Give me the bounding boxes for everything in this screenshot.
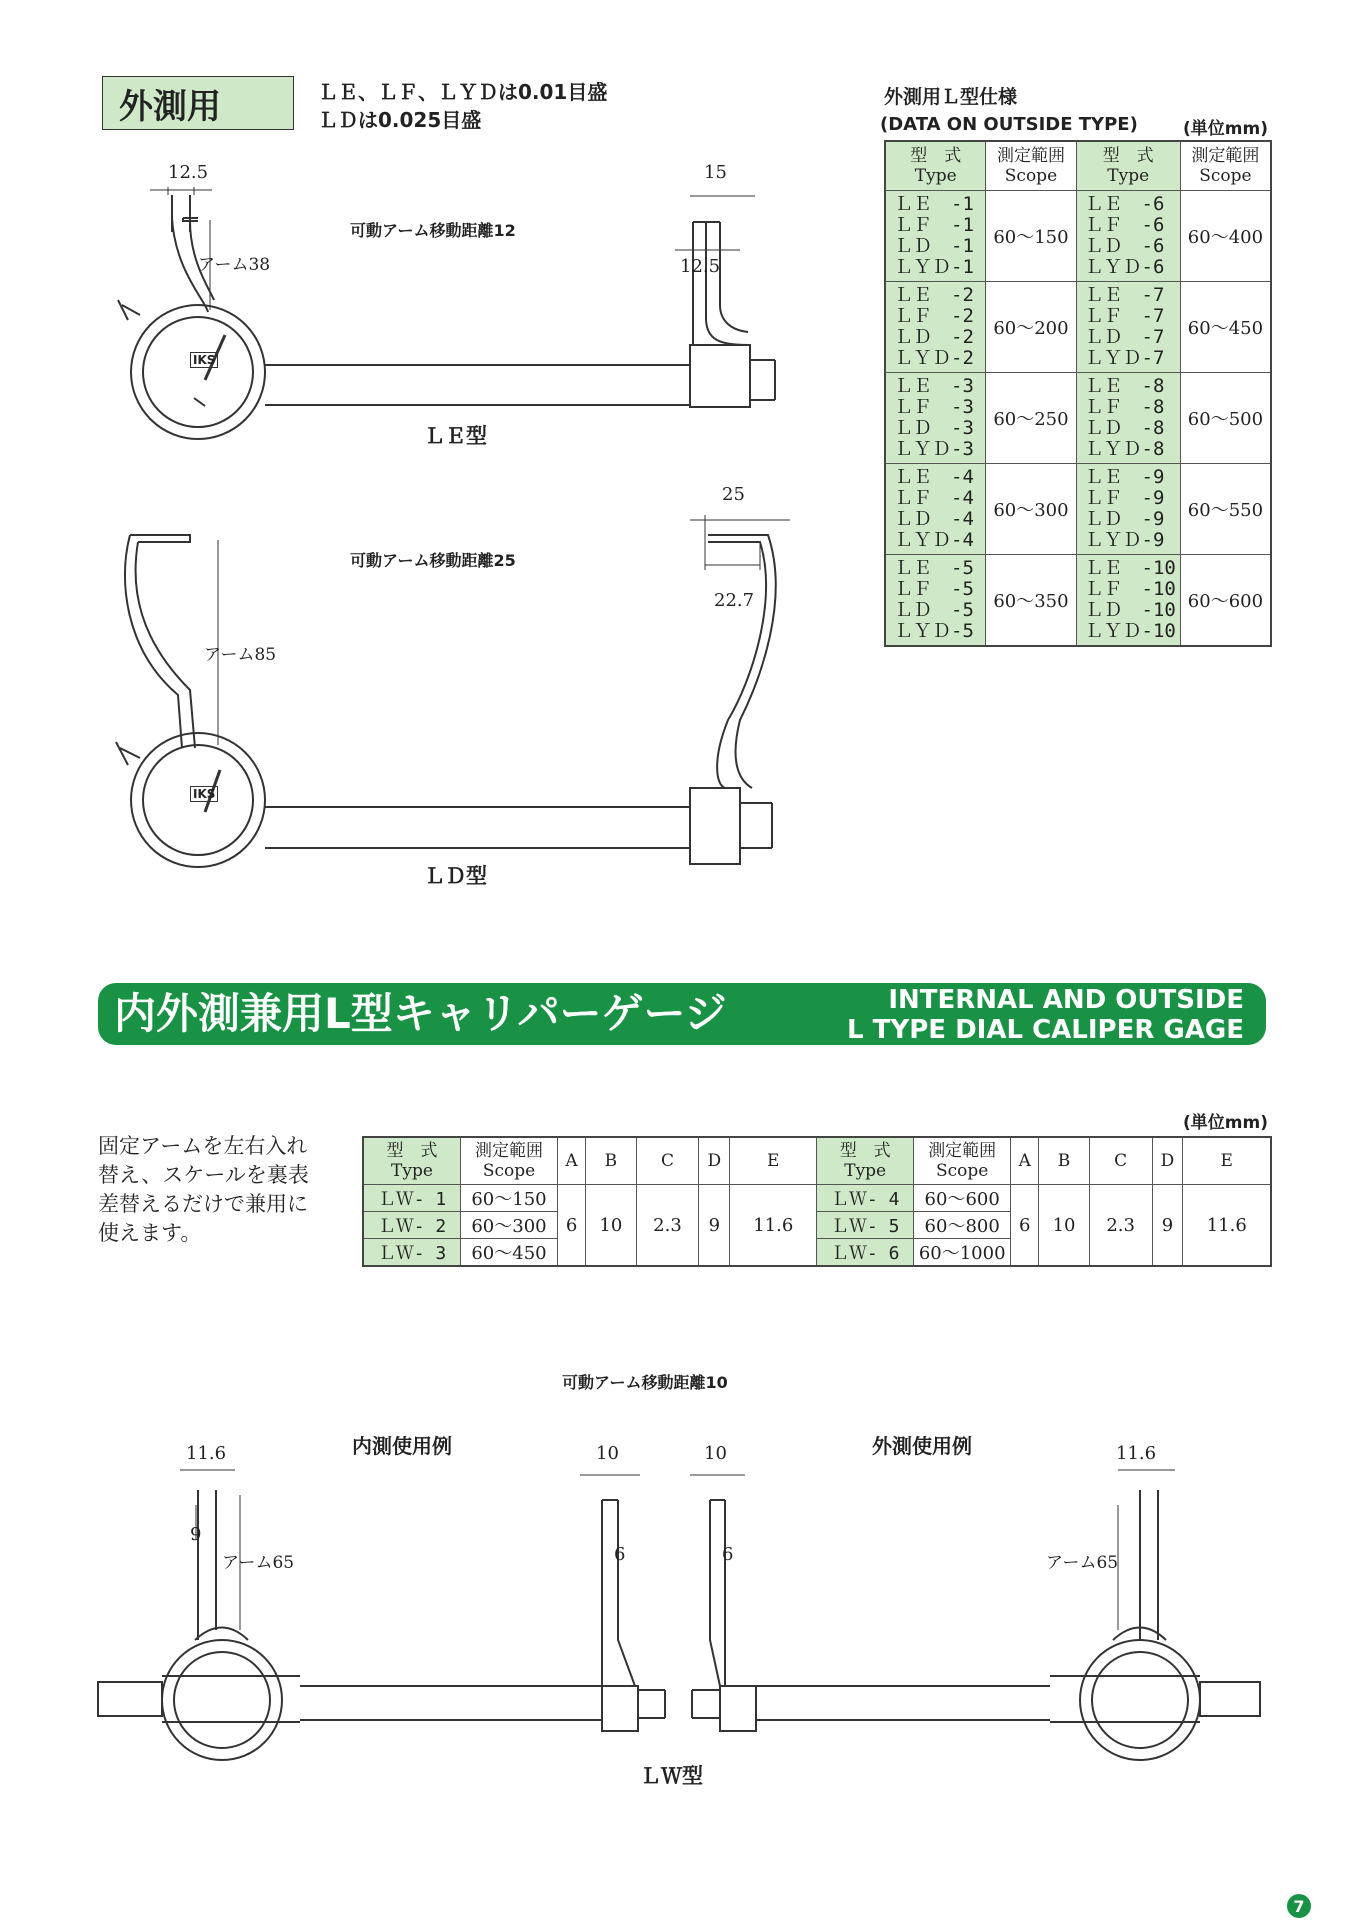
spec-types-left: ＬＥ -2 ＬＦ -2 ＬＤ -2 ＬＹＤ-2: [885, 282, 986, 373]
banner-title-jp: 内外測兼用L型キャリパーゲージ: [114, 989, 727, 1038]
spec-scope-right: 60〜550: [1180, 464, 1271, 555]
spec-scope-left: 60〜150: [986, 191, 1076, 282]
lw-scope-cell: 60〜150: [461, 1185, 558, 1212]
lw-type-cell: ＬＷ- 4: [817, 1185, 914, 1212]
lw-arm-right: アーム65: [1046, 1553, 1119, 1573]
lw-type-cell: ＬＷ- 1: [363, 1185, 461, 1212]
le-type-label: ＬＥ型: [424, 424, 487, 448]
lw-c-left: 2.3: [636, 1185, 699, 1267]
spec-types-right: ＬＥ -8 ＬＦ -8 ＬＤ -8 ＬＹＤ-8: [1076, 373, 1180, 464]
spec-header-row: [885, 141, 1271, 191]
spec-scope-left: 60〜250: [986, 373, 1076, 464]
lw-scope-cell: 60〜300: [461, 1212, 558, 1239]
lw-travel-label: 可動アーム移動距離10: [562, 1373, 728, 1392]
lw-dim-left-top: 11.6: [186, 1443, 227, 1464]
spec-header-type-left: 型 式 Type: [885, 141, 986, 191]
spec-types-right: ＬＥ -9 ＬＦ -9 ＬＤ -9 ＬＹＤ-9: [1076, 464, 1180, 555]
lw-header-row: [363, 1137, 1271, 1185]
lw-description: 固定アームを左右入れ 替え、スケールを裏表 差替えるだけで兼用に 使えます。: [98, 1134, 309, 1245]
le-arm-label: アーム38: [198, 255, 271, 275]
spec-scope-right: 60〜400: [1180, 191, 1271, 282]
spec-scope-left: 60〜350: [986, 555, 1076, 647]
table-row: [885, 555, 1271, 647]
ld-dim-right-inner: 22.7: [714, 590, 755, 611]
spec-types-left: ＬＥ -1 ＬＦ -1 ＬＤ -1 ＬＹＤ-1: [885, 191, 986, 282]
lw-header-scope-left: 測定範囲 Scope: [461, 1137, 558, 1185]
spec-unit: (単位mm): [1183, 119, 1268, 139]
table-row: [885, 464, 1271, 555]
lw-e-left: 11.6: [730, 1185, 817, 1267]
table-row: [885, 373, 1271, 464]
banner-title-en-line2: L TYPE DIAL CALIPER GAGE: [847, 1015, 1244, 1045]
lw-header-type-right: 型 式 Type: [817, 1137, 914, 1185]
spec-header-scope-right: 測定範囲 Scope: [1180, 141, 1271, 191]
ld-dim-top-right: 25: [722, 484, 745, 505]
lw-type-cell: ＬＷ- 6: [817, 1239, 914, 1267]
spec-scope-right: 60〜600: [1180, 555, 1271, 647]
spec-title: 外測用Ｌ型仕様: [884, 86, 1018, 108]
table-row: [885, 282, 1271, 373]
lw-spec-table: [362, 1136, 1272, 1267]
lw-e-right: 11.6: [1183, 1185, 1271, 1267]
spec-types-right: ＬＥ -10 ＬＦ -10 ＬＤ -10 ＬＹＤ-10: [1076, 555, 1180, 647]
ld-arm-label: アーム85: [204, 645, 277, 665]
lw-header-a-left: A: [558, 1137, 586, 1185]
lw-inner-use-label: 内測使用例: [352, 1434, 452, 1458]
le-dim-right-inner: 12.5: [680, 256, 721, 277]
spec-types-left: ＬＥ -4 ＬＦ -4 ＬＤ -4 ＬＹＤ-4: [885, 464, 986, 555]
lw-header-b-left: B: [586, 1137, 637, 1185]
lw-b-left: 10: [586, 1185, 637, 1267]
lw-c-right: 2.3: [1089, 1185, 1152, 1267]
table-row: [363, 1185, 1271, 1212]
lw-dim-mid-right-6: 6: [722, 1544, 734, 1565]
spec-scope-left: 60〜300: [986, 464, 1076, 555]
spec-scope-right: 60〜500: [1180, 373, 1271, 464]
lw-arm-left: アーム65: [222, 1553, 295, 1573]
banner-title-en-line1: INTERNAL AND OUTSIDE: [888, 985, 1244, 1015]
lw-a-left: 6: [558, 1185, 586, 1267]
outside-spec-table: [884, 140, 1272, 647]
spec-types-right: ＬＥ -7 ＬＦ -7 ＬＤ -7 ＬＹＤ-7: [1076, 282, 1180, 373]
spec-scope-left: 60〜200: [986, 282, 1076, 373]
lw-dim-right-top: 11.6: [1116, 1443, 1157, 1464]
lw-d-right: 9: [1152, 1185, 1183, 1267]
lw-header-d-left: D: [699, 1137, 730, 1185]
spec-header-scope-left: 測定範囲 Scope: [986, 141, 1076, 191]
lw-header-a-right: A: [1011, 1137, 1039, 1185]
lw-dim-left-9: 9: [190, 1524, 202, 1545]
lw-header-d-right: D: [1152, 1137, 1183, 1185]
spec-types-left: ＬＥ -3 ＬＦ -3 ＬＤ -3 ＬＹＤ-3: [885, 373, 986, 464]
lw-outer-use-label: 外測使用例: [872, 1434, 972, 1458]
lw-header-e-left: E: [730, 1137, 817, 1185]
lw-scope-cell: 60〜450: [461, 1239, 558, 1267]
lw-a-right: 6: [1011, 1185, 1039, 1267]
le-brand-logo: IKS: [190, 352, 218, 368]
spec-scope-right: 60〜450: [1180, 282, 1271, 373]
lw-type-label: ＬＷ型: [640, 1764, 703, 1788]
outside-note-2: ＬＤは0.025目盛: [318, 108, 482, 132]
ld-type-label: ＬＤ型: [424, 864, 487, 888]
banner-title-en: [847, 985, 1244, 1045]
spec-types-left: ＬＥ -5 ＬＦ -5 ＬＤ -5 ＬＹＤ-5: [885, 555, 986, 647]
lw-scope-cell: 60〜600: [914, 1185, 1011, 1212]
lw-header-e-right: E: [1183, 1137, 1271, 1185]
lw-header-b-right: B: [1039, 1137, 1090, 1185]
ld-brand-logo: IKS: [190, 786, 218, 802]
spec-types-right: ＬＥ -6 ＬＦ -6 ＬＤ -6 ＬＹＤ-6: [1076, 191, 1180, 282]
le-dim-top-left: 12.5: [168, 162, 209, 183]
lw-unit: (単位mm): [1183, 1113, 1268, 1133]
spec-subtitle: (DATA ON OUTSIDE TYPE): [880, 114, 1138, 135]
lw-d-left: 9: [699, 1185, 730, 1267]
lw-dim-mid-left-10: 10: [596, 1443, 619, 1464]
lw-header-c-right: C: [1089, 1137, 1152, 1185]
lw-header-c-left: C: [636, 1137, 699, 1185]
outside-note-1: ＬＥ、ＬＦ、ＬＹＤは0.01目盛: [318, 80, 608, 104]
lw-dim-mid-left-6: 6: [614, 1544, 626, 1565]
section-banner: [98, 983, 1266, 1045]
outside-badge: 外測用: [102, 76, 294, 130]
lw-type-cell: ＬＷ- 2: [363, 1212, 461, 1239]
lw-scope-cell: 60〜1000: [914, 1239, 1011, 1267]
lw-b-right: 10: [1039, 1185, 1090, 1267]
lw-scope-cell: 60〜800: [914, 1212, 1011, 1239]
le-travel-label: 可動アーム移動距離12: [350, 221, 516, 240]
le-dim-top-right: 15: [704, 162, 727, 183]
table-row: [885, 191, 1271, 282]
page-number: 7: [1287, 1894, 1311, 1918]
ld-travel-label: 可動アーム移動距離25: [350, 551, 516, 570]
ld-gauge-drawing: [116, 535, 776, 867]
lw-gauge-drawing: [98, 1490, 1260, 1760]
lw-header-type-left: 型 式 Type: [363, 1137, 461, 1185]
lw-header-scope-right: 測定範囲 Scope: [914, 1137, 1011, 1185]
lw-type-cell: ＬＷ- 3: [363, 1239, 461, 1267]
lw-type-cell: ＬＷ- 5: [817, 1212, 914, 1239]
lw-dim-mid-right-10: 10: [704, 1443, 727, 1464]
spec-header-type-right: 型 式 Type: [1076, 141, 1180, 191]
